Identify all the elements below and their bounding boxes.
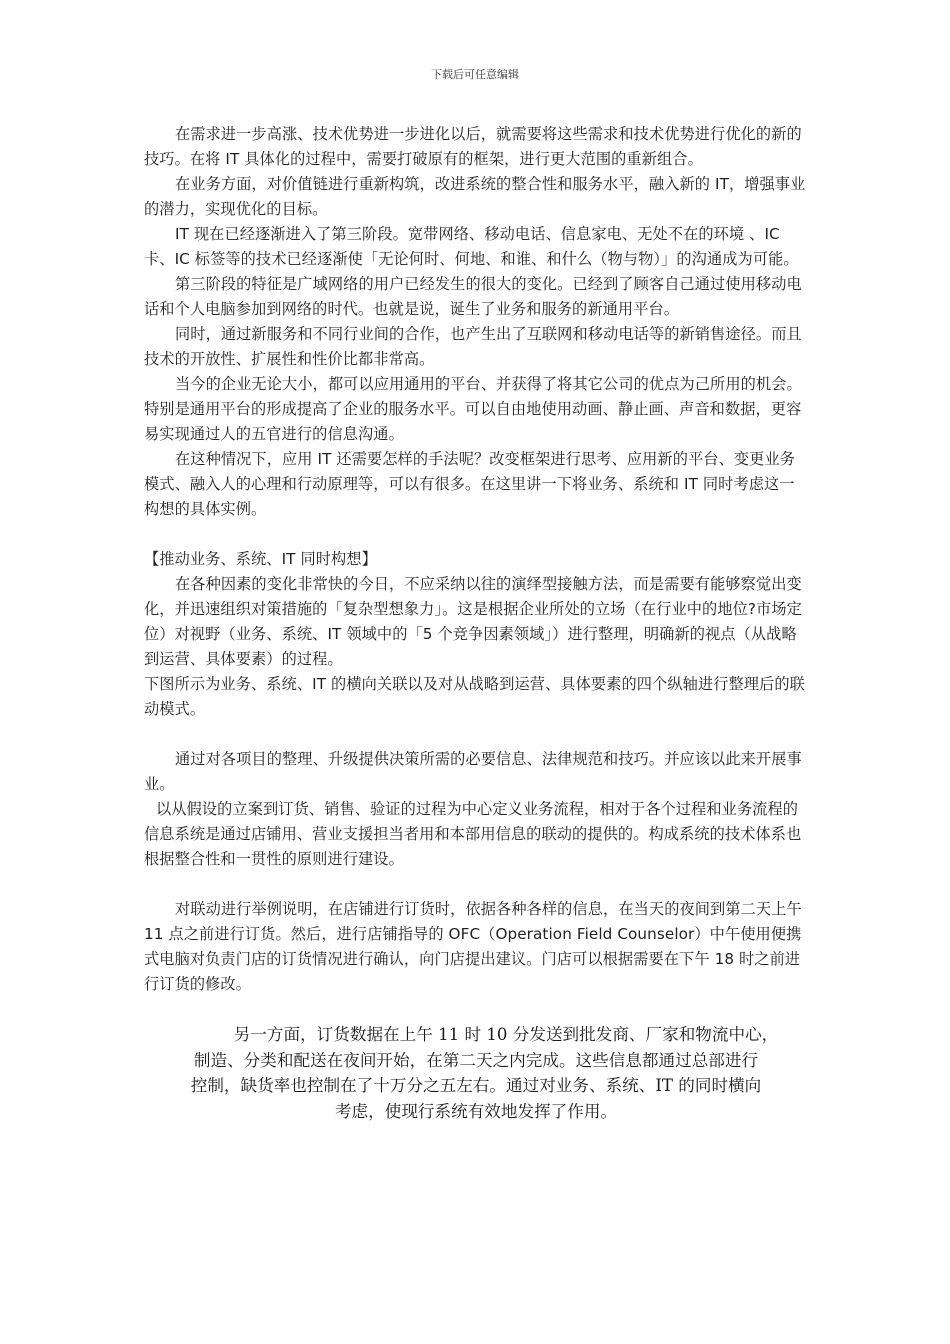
closing-line: 另一方面，订货数据在上午 11 时 10 分发送到批发商、厂家和物流中心， xyxy=(233,1025,779,1044)
section-heading: 【推动业务、系统、IT 同时构想】 xyxy=(144,550,377,568)
paragraph: 通过对各项目的整理、升级提供决策所需的必要信息、法律规范和技巧。并应该以此来开展事业。 xyxy=(144,750,802,793)
paragraph: 当今的企业无论大小，都可以应用通用的平台、并获得了将其它公司的优点为己所用的机会。特别是通用平台的形成提高了企业的服务水平。可以自由地使用动画、静止画、声音和数据，更容易实现通过人的五官进行的信息沟通。 xyxy=(144,375,802,443)
paragraph: 下图所示为业务、系统、IT 的横向关联以及对从战略到运营、具体要素的四个纵轴进行整理后的联动模式。 xyxy=(144,675,805,718)
spacer xyxy=(144,522,808,547)
closing-line: 考虑，使现行系统有效地发挥了作用。 xyxy=(334,1101,618,1121)
paragraph: 在业务方面，对价值链进行重新构筑，改进系统的整合性和服务水平，融入新的 IT，增强事业的潜力，实现优化的目标。 xyxy=(144,175,806,218)
closing-paragraph xyxy=(144,1022,808,1124)
spacer xyxy=(144,872,808,897)
paragraph: 以从假设的立案到订货、销售、验证的过程为中心定义业务流程，相对于各个过程和业务流程的信息系统是通过店铺用、营业支援担当者用和本部用信息的联动的提供的。构成系统的技术体系也根据整合性和一贯性的原则进行建设。 xyxy=(144,800,802,868)
paragraph: IT 现在已经逐渐进入了第三阶段。宽带网络、移动电话、信息家电、无处不在的环境 、IC 卡、IC 标签等的技术已经逐渐使「无论何时、何地、和谁、和什么（物与物）」的沟通成为可能。 xyxy=(144,225,799,268)
paragraph: 在这种情况下，应用 IT 还需要怎样的手法呢？改变框架进行思考、应用新的平台、变更业务模式、融入人的心理和行动原理等，可以有很多。在这里讲一下将业务、系统和 IT 同时考虑这一构想的具体实例。 xyxy=(144,450,796,518)
paragraph: 在需求进一步高涨、技术优势进一步进化以后，就需要将这些需求和技术优势进行优化的新的技巧。在将 IT 具体化的过程中，需要打破原有的框架，进行更大范围的重新组合。 xyxy=(144,125,802,168)
spacer xyxy=(144,722,808,747)
paragraph: 第三阶段的特征是广域网络的用户已经发生的很大的变化。已经到了顾客自己通过使用移动电话和个人电脑参加到网络的时代。也就是说，诞生了业务和服务的新通用平台。 xyxy=(144,275,802,318)
paragraph: 同时，通过新服务和不同行业间的合作，也产生出了互联网和移动电话等的新销售途径。而且技术的开放性、扩展性和性价比都非常高。 xyxy=(144,325,802,368)
closing-line: 制造、分类和配送在夜间开始，在第二天之内完成。这些信息都通过总部进行 xyxy=(193,1050,759,1070)
header-note: 下载后可任意编辑 xyxy=(431,68,519,81)
closing-line: 控制，缺货率也控制在了十万分之五左右。通过对业务、系统、IT 的同时横向 xyxy=(190,1076,762,1095)
paragraph: 对联动进行举例说明，在店铺进行订货时，依据各种各样的信息，在当天的夜间到第二天上午 11 点之前进行订货。然后，进行店铺指导的 OFC（Operation Field Counselor）中午使用便携式电脑对负责门店的订货情况进行确认，向门店提出建议。门店可以根据需要在下午 18 时之前进行订货的修改。 xyxy=(144,900,802,993)
document-body xyxy=(144,122,808,997)
paragraph: 在各种因素的变化非常快的今日，不应采纳以往的演绎型接触方法，而是需要有能够察觉出变化，并迅速组织对策措施的「复杂型想象力」。这是根据企业所处的立场（在行业中的地位?市场定位）对视野（业务、系统、IT 领域中的「5 个竞争因素领域」）进行整理，明确新的视点（从战略到运营、具体要素）的过程。 xyxy=(144,575,802,668)
